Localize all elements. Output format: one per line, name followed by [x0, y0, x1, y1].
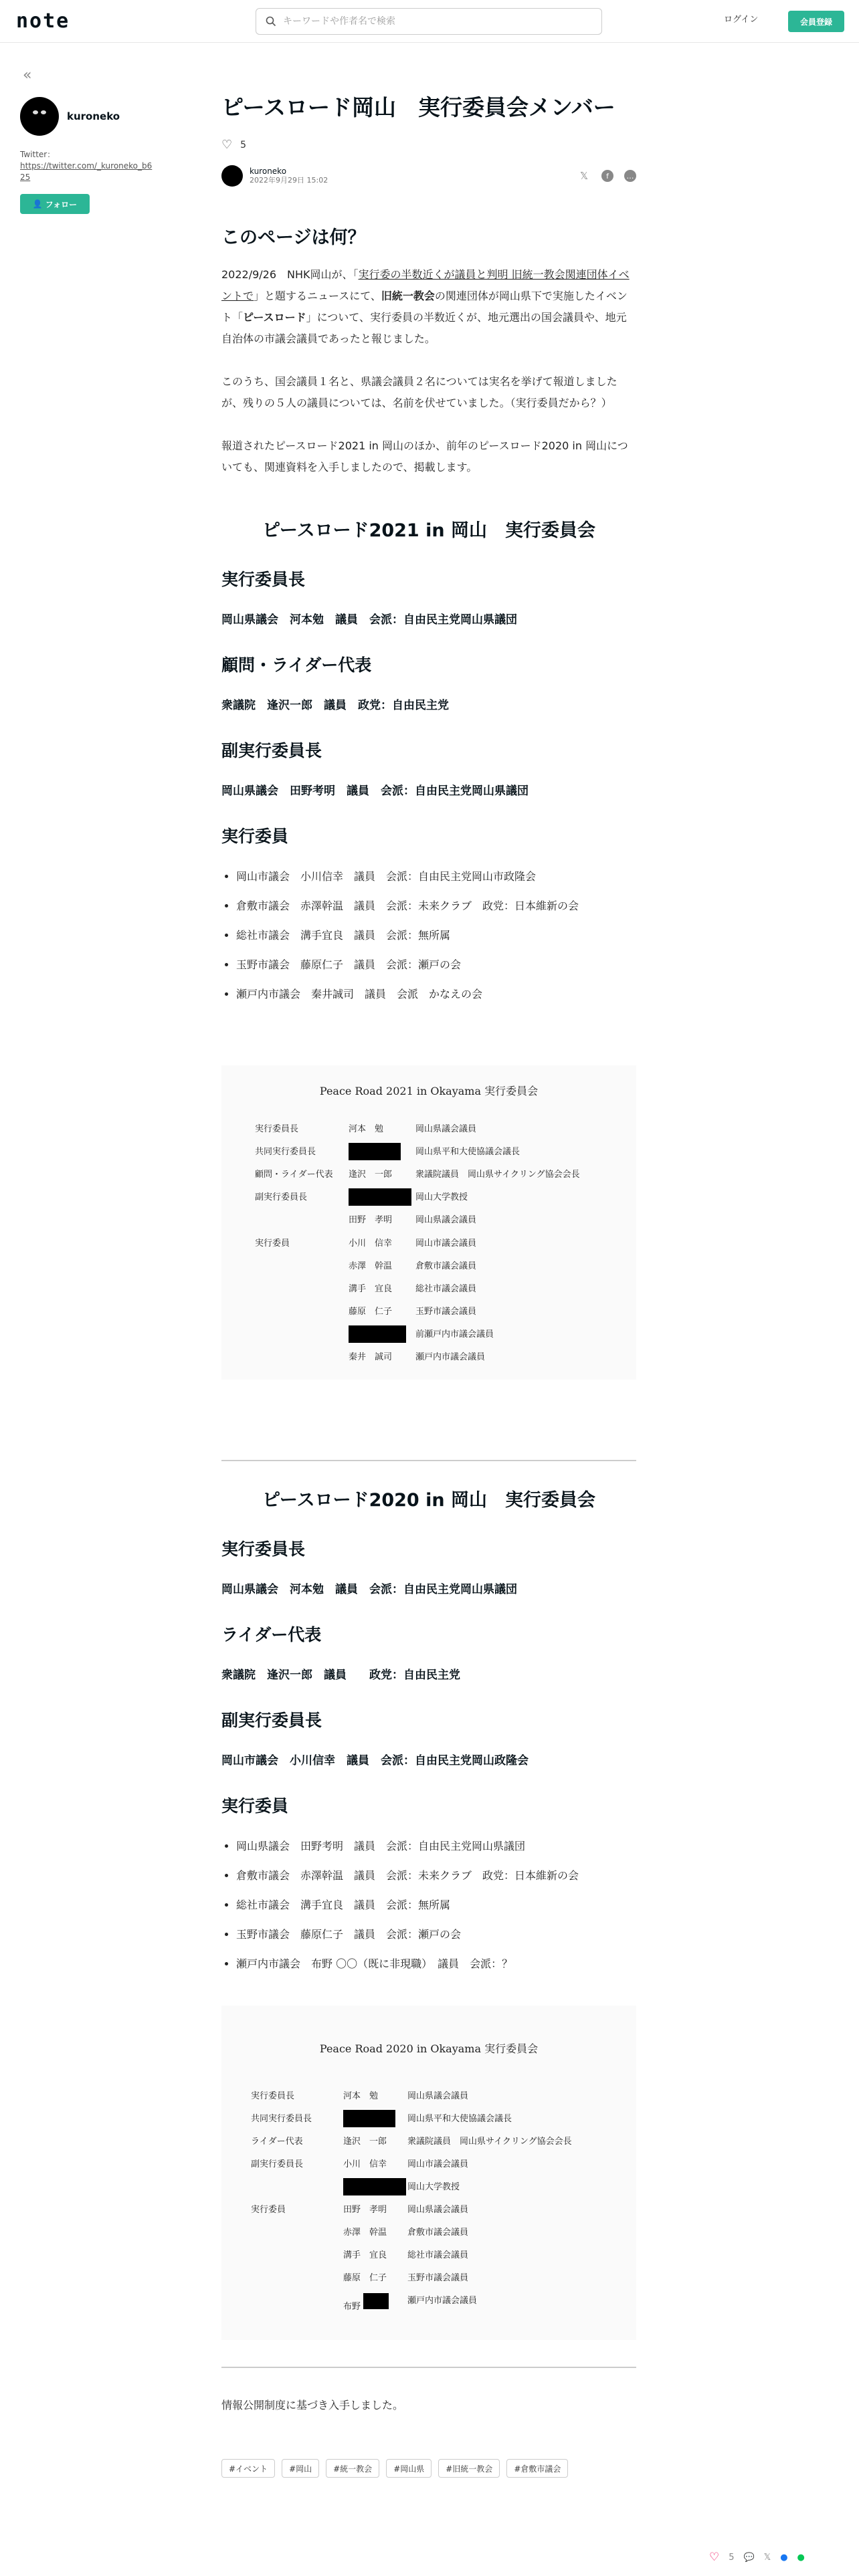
- facebook-icon[interactable]: ●: [780, 2552, 788, 2563]
- x-icon[interactable]: 𝕏: [579, 170, 589, 182]
- name: 秦井 誠司: [349, 1352, 393, 1362]
- p1-text-e: ピースロード: [243, 311, 306, 324]
- site-header: [0, 0, 859, 43]
- post: 玉野市議会議員: [415, 1307, 477, 1317]
- tag[interactable]: #イベント: [221, 2459, 275, 2478]
- collapse-sidebar-icon[interactable]: «: [23, 67, 32, 84]
- post: 衆議院議員 岡山県サイクリング協会会長: [415, 1170, 580, 1180]
- name: [343, 2293, 389, 2312]
- name: 溝手 宜良: [343, 2250, 387, 2260]
- divider: [221, 2367, 636, 2368]
- comment-icon[interactable]: 💬: [743, 2552, 755, 2563]
- p1-text-c: 旧統一教会: [381, 290, 435, 302]
- post: 岡山県議会議員: [415, 1215, 477, 1225]
- post: 瀬戸内市議会議員: [407, 2296, 478, 2306]
- role: 実行委員長: [255, 1124, 299, 1134]
- add-user-icon: 👤: [32, 199, 43, 209]
- post: 瀬戸内市議会議員: [415, 1352, 486, 1362]
- list-item: • 総社市議会 溝手宜良 議員 会派：無所属: [236, 1891, 636, 1920]
- role: 実行委員: [251, 2205, 286, 2215]
- list-item: • 倉敷市議会 赤澤幹温 議員 会派：未来クラブ 政党：日本維新の会: [236, 1861, 636, 1891]
- tag-list: [221, 2459, 636, 2478]
- tag[interactable]: #岡山県: [386, 2459, 432, 2478]
- name: 河本 勉: [343, 2091, 379, 2101]
- list-item: • 岡山市議会 小川信幸 議員 会派：自由民主党岡山市政隆会: [236, 862, 636, 891]
- name: 赤澤 幹温: [349, 1261, 393, 1271]
- name: 小川 信幸: [349, 1239, 393, 1249]
- twitter-link[interactable]: https://twitter.com/_kuroneko_b625: [20, 161, 153, 182]
- name: 逢沢 一郎: [343, 2137, 387, 2147]
- document-image-2020[interactable]: [221, 2006, 636, 2340]
- role: 顧問・ライダー代表: [255, 1170, 333, 1180]
- publish-date: 2022年9月29日 15:02: [250, 176, 328, 185]
- heading-2020: ピースロード2020 in 岡山 実行委員会: [262, 1490, 595, 1511]
- post: 岡山県議会議員: [407, 2205, 469, 2215]
- paragraph-intro: [221, 264, 636, 350]
- post: 倉敷市議会議員: [407, 2228, 469, 2238]
- post: 岡山市議会議員: [407, 2159, 469, 2169]
- redaction: [349, 1188, 411, 1204]
- nhk-news-link[interactable]: 実行委の半数近くが議員と判明 旧統一教会関連団体イベントで: [221, 268, 630, 302]
- search-icon: [266, 16, 276, 27]
- byline-name[interactable]: kuroneko: [250, 167, 287, 176]
- document-image-2021[interactable]: [221, 1065, 636, 1380]
- byline: [221, 164, 636, 188]
- list-item: • 総社市議会 溝手宜良 議員 会派：無所属: [236, 921, 636, 950]
- note-logo[interactable]: note: [16, 9, 70, 33]
- post: 前瀬戸内市議会議員: [415, 1329, 494, 1339]
- redaction: [349, 1143, 401, 1159]
- article: [221, 94, 636, 2478]
- post: 岡山大学教授: [415, 1192, 468, 1202]
- search-input[interactable]: [283, 16, 577, 27]
- x-icon[interactable]: 𝕏: [763, 2552, 771, 2563]
- members-heading-2021: 実行委員: [221, 827, 289, 846]
- redaction: [343, 2110, 395, 2126]
- chair-heading-2020: 実行委員長: [221, 1539, 306, 1559]
- paragraph-2: このうち、国会議員１名と、県議会議員２名については実名を挙げて報道しましたが、残りの５人の議員については、名前を伏せていました。（実行委員だから？）: [221, 375, 617, 409]
- name: 逢沢 一郎: [349, 1170, 393, 1180]
- author-name[interactable]: kuroneko: [67, 110, 120, 122]
- list-item: • 岡山県議会 田野考明 議員 会派：自由民主党岡山県議団: [236, 1832, 636, 1861]
- share-buttons: [577, 169, 636, 183]
- post: 岡山県平和大使協議会議長: [415, 1147, 520, 1157]
- tag[interactable]: #統一教会: [326, 2459, 379, 2478]
- name: 小川 信幸: [343, 2159, 387, 2169]
- figure-title: Peace Road 2020 in Okayama 実行委員会: [319, 2042, 539, 2055]
- post: 岡山県平和大使協議会議長: [407, 2114, 512, 2124]
- line-icon[interactable]: ●: [797, 2552, 805, 2563]
- p1-text-b: 」と題するニュースにて、: [254, 290, 381, 302]
- rider-2020: 衆議院 逢沢一郎 議員 政党：自由民主党: [221, 1669, 460, 1682]
- chair-2021: 岡山県議会 河本勉 議員 会派：自由民主党岡山県議団: [221, 613, 517, 627]
- tag[interactable]: #旧統一教会: [438, 2459, 500, 2478]
- name: 田野 孝明: [343, 2205, 387, 2215]
- twitter-label: Twitter：: [20, 150, 56, 159]
- chair-heading-2021: 実行委員長: [221, 570, 306, 589]
- search-box[interactable]: [256, 8, 602, 35]
- members-heading-2020: 実行委員: [221, 1796, 289, 1816]
- post: 総社市議会議員: [415, 1284, 477, 1294]
- page-title: ピースロード岡山 実行委員会メンバー: [221, 94, 615, 120]
- role: 副実行委員長: [251, 2159, 304, 2169]
- floating-action-bar: [709, 2551, 805, 2564]
- follow-label: フォロー: [45, 199, 78, 209]
- members-list-2021: [221, 862, 636, 1009]
- tag[interactable]: #倉敷市議会: [506, 2459, 568, 2478]
- role: 実行委員長: [251, 2091, 295, 2101]
- name: 赤澤 幹温: [343, 2228, 387, 2238]
- post: 岡山県議会議員: [407, 2091, 469, 2101]
- role: 実行委員: [255, 1239, 290, 1249]
- post: 岡山大学教授: [407, 2182, 460, 2192]
- divider: [221, 1460, 636, 1461]
- post: 玉野市議会議員: [407, 2273, 469, 2283]
- p1-text-d: の関連団体が岡山県下で実施したイベント「: [221, 290, 628, 324]
- post: 総社市議会議員: [407, 2250, 469, 2260]
- list-item: • 瀬戸内市議会 布野 〇〇（既に非現職） 議員 会派：？: [236, 1949, 636, 1979]
- advisor-2021: 衆議院 逢沢一郎 議員 政党：自由民主党: [221, 699, 449, 712]
- name: 溝手 宜良: [349, 1284, 393, 1294]
- vice-heading-2021: 副実行委員長: [221, 741, 322, 760]
- like-area: [221, 138, 636, 152]
- figure-title: Peace Road 2021 in Okayama 実行委員会: [319, 1085, 539, 1097]
- tag[interactable]: #岡山: [282, 2459, 319, 2478]
- list-item: • 倉敷市議会 赤澤幹温 議員 会派：未来クラブ 政党：日本維新の会: [236, 891, 636, 921]
- vice-heading-2020: 副実行委員長: [221, 1711, 322, 1730]
- name: 田野 孝明: [349, 1215, 393, 1225]
- chair-2020: 岡山県議会 河本勉 議員 会派：自由民主党岡山県議団: [221, 1583, 517, 1596]
- author-sidebar: [20, 67, 154, 214]
- signup-button[interactable]: 会員登録: [788, 11, 844, 32]
- byline-avatar[interactable]: [221, 165, 243, 187]
- list-item: • 玉野市議会 藤原仁子 議員 会派：瀬戸の会: [236, 950, 636, 980]
- section-heading-what: このページは何？: [221, 227, 366, 248]
- avatar[interactable]: [20, 97, 59, 136]
- vice-2021: 岡山県議会 田野考明 議員 会派：自由民主党岡山県議団: [221, 784, 529, 798]
- like-count[interactable]: 5: [729, 2552, 735, 2563]
- line-icon[interactable]: …: [624, 170, 636, 182]
- role: 共同実行委員長: [251, 2114, 312, 2124]
- post: 衆議院議員 岡山県サイクリング協会会長: [407, 2137, 572, 2147]
- post: 倉敷市議会議員: [415, 1261, 477, 1271]
- role: 共同実行委員長: [255, 1147, 316, 1157]
- advisor-heading-2021: 顧問・ライダー代表: [221, 655, 372, 675]
- login-link[interactable]: ログイン: [724, 15, 759, 25]
- role: ライダー代表: [251, 2137, 303, 2147]
- name: 河本 勉: [349, 1124, 384, 1134]
- post: 岡山市議会議員: [415, 1239, 477, 1249]
- author-profile[interactable]: [20, 97, 154, 136]
- heart-icon[interactable]: ♡: [221, 138, 233, 152]
- name: 藤原 仁子: [349, 1307, 393, 1317]
- like-count[interactable]: 5: [240, 139, 247, 150]
- facebook-icon[interactable]: f: [601, 170, 613, 182]
- post: 岡山県議会議員: [415, 1124, 477, 1134]
- p1-text-a: 2022/9/26 NHK岡山が、「: [221, 268, 359, 281]
- members-list-2020: [221, 1832, 636, 1979]
- heart-icon[interactable]: ♡: [709, 2551, 720, 2564]
- p1-text-f: 」について、実行委員の半数近くが、地元選出の国会議員や、地元自治体の市議会議員であったと報じました。: [221, 311, 627, 345]
- rider-heading-2020: ライダー代表: [221, 1625, 322, 1644]
- heading-2021: ピースロード2021 in 岡山 実行委員会: [262, 520, 595, 541]
- paragraph-3: 報道されたピースロード2021 in 岡山のほか、前年のピースロード2020 in 岡山についても、関連資料を入手しましたので、掲載します。: [221, 439, 628, 473]
- role: 副実行委員長: [255, 1192, 308, 1202]
- follow-button[interactable]: [20, 194, 90, 214]
- redaction: [363, 2293, 389, 2309]
- list-item: • 瀬戸内市議会 秦井誠司 議員 会派 かなえの会: [236, 980, 636, 1009]
- redaction: [349, 1325, 406, 1341]
- name-text: 布野: [343, 2302, 361, 2312]
- list-item: • 玉野市議会 藤原仁子 議員 会派：瀬戸の会: [236, 1920, 636, 1949]
- name: 藤原 仁子: [343, 2273, 387, 2283]
- vice-2020: 岡山市議会 小川信幸 議員 会派：自由民主党岡山政隆会: [221, 1754, 529, 1767]
- closing-text: 情報公開制度に基づき入手しました。: [221, 2399, 404, 2411]
- redaction: [343, 2178, 406, 2194]
